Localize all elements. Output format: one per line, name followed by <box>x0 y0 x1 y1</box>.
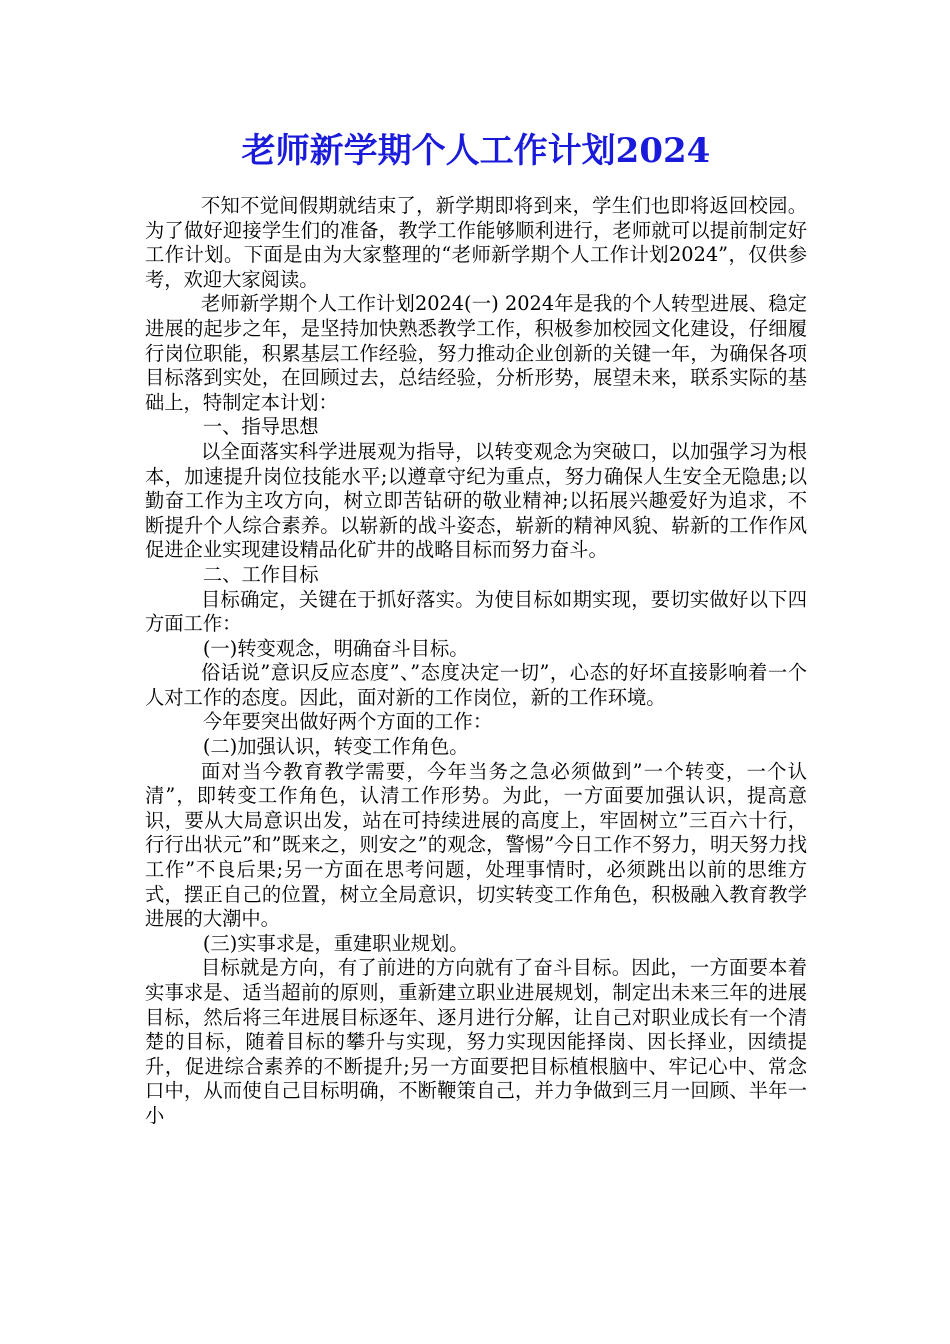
document-page <box>145 128 807 1129</box>
paragraph-intro: 不知不觉间假期就结束了，新学期即将到来，学生们也即将返回校园。为了做好迎接学生们的准备，教学工作能够顺利进行，老师就可以提前制定好工作计划。下面是由为大家整理的“老师新学期个人工作计划2024”，仅供参考，欢迎大家阅读。 <box>145 194 807 291</box>
paragraph-plan-one-intro: 老师新学期个人工作计划2024(一) 2024年是我的个人转型进展、稳定进展的起步之年，是坚持加快熟悉教学工作，积极参加校园文化建设，仔细履行岗位职能，积累基层工作经验，努力推动企业创新的关键一年，为确保各项目标落到实处，在回顾过去，总结经验，分析形势，展望未来，联系实际的基础上，特制定本计划： <box>145 292 807 414</box>
paragraph-change-mindset: 俗话说”意识反应态度”、”态度决定一切”，心态的好坏直接影响着一个人对工作的态度。因此，面对新的工作岗位，新的工作环境。 <box>145 661 807 709</box>
subheading-career-planning: (三)实事求是，重建职业规划。 <box>202 931 469 955</box>
paragraph-strengthen-awareness: 面对当今教育教学需要，今年当务之急必须做到”一个转变，一个认清”，即转变工作角色，认清工作形势。为此，一方面要加强认识，提高意识，要从大局意识出发，站在可持续进展的高度上，牢固树立”三百六十行，行行出状元”和”既来之，则安之”的观念，警惕”今日工作不努力，明天努力找工作”不良后果;另一方面在思考问题，处理事情时，必须跳出以前的思维方式，摆正自己的位置，树立全局意识，切实转变工作角色，积极融入教育教学进展的大潮中。 <box>145 759 807 931</box>
subheading-strengthen-awareness: (二)加强认识，转变工作角色。 <box>202 735 469 759</box>
document-title: 老师新学期个人工作计划2024 <box>241 131 711 171</box>
paragraph-guiding-ideology: 以全面落实科学进展观为指导，以转变观念为突破口，以加强学习为根本，加速提升岗位技能水平;以遵章守纪为重点，努力确保人生安全无隐患;以勤奋工作为主攻方向，树立即苦钻研的敬业精神;以拓展兴趣爱好为追求，不断提升个人综合素养。以崭新的战斗姿态，崭新的精神风貌、崭新的工作作风促进企业实现建设精品化矿井的战略目标而努力奋斗。 <box>145 439 807 562</box>
subheading-change-mindset: (一)转变观念，明确奋斗目标。 <box>202 636 469 660</box>
paragraph-two-aspects: 今年要突出做好两个方面的工作： <box>202 710 493 734</box>
section-heading-guiding-ideology: 一、指导思想 <box>202 415 319 439</box>
paragraph-work-goals: 目标确定，关键在于抓好落实。为使目标如期实现，要切实做好以下四方面工作： <box>145 587 807 636</box>
document-body <box>145 194 807 1129</box>
paragraph-career-planning: 目标就是方向，有了前进的方向就有了奋斗目标。因此，一方面要本着实事求是、适当超前的原则，重新建立职业进展规划，制定出未来三年的进展目标，然后将三年进展目标逐年、逐月进行分解，让自己对职业成长有一个清楚的目标，随着目标的攀升与实现，努力实现因能择岗、因长择业，因绩提升，促进综合素养的不断提升;另一方面要把目标植根脑中、牢记心中、常念口中，从而使自己目标明确，不断鞭策自己，并力争做到三月一回顾、半年一小 <box>145 956 807 1127</box>
section-heading-work-goals: 二、工作目标 <box>202 562 319 586</box>
